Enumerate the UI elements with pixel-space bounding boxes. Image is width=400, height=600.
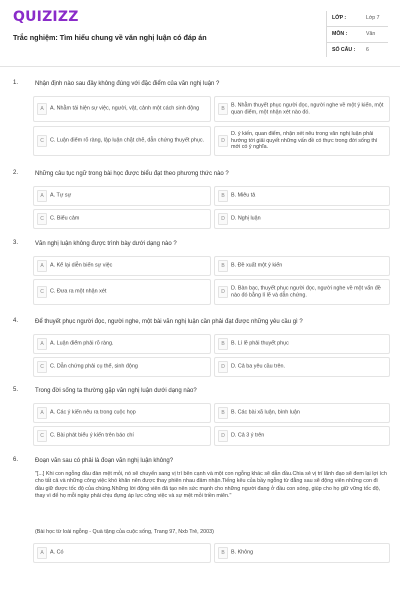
meta-key: LỚP : [332,15,347,21]
option-letter: A [37,338,47,350]
option-text: B. Nhằm thuyết phục người đọc, người nghe về một ý kiến, một quan điểm, một nhận xét nào đó. [231,102,384,115]
option-letter: D [218,430,228,442]
option-letter: C [37,213,47,225]
meta-key: SỐ CÂU : [332,47,356,53]
option-text: A. Tự sự [50,192,72,199]
question-text: Trong đời sống ta thường gặp văn nghị luận dưới dạng nào? [35,388,197,394]
option-letter: A [37,407,47,419]
option-letter: D [218,361,228,373]
question-text: Đoạn văn sau có phải là đoạn văn nghị luận không? [35,458,174,464]
option-letter: C [37,286,47,298]
meta-value: Văn [366,31,376,37]
question-text: Để thuyết phục người đọc, người nghe, một bài văn nghị luận cần phải đạt được những yêu cầu gì ? [35,319,303,325]
option-letter: B [218,190,228,202]
option-text: B. Lí lẽ phải thuyết phục [231,340,289,347]
option-letter: B [218,260,228,272]
option-text: D. Nghị luận [231,215,261,222]
option-text: D. Cả ba yêu cầu trên. [231,363,285,370]
option-b[interactable] [214,96,390,122]
option-a[interactable] [33,334,211,354]
question-text: Nhận định nào sau đây không đúng với đặc điểm của văn nghị luận ? [35,81,220,87]
option-d[interactable] [214,357,390,377]
question-text: Những câu tục ngữ trong bài học được biểu đạt theo phương thức nào ? [35,171,229,177]
option-letter: C [37,135,47,147]
meta-value: 6 [366,47,369,53]
question-passage: "[...] Khi con ngỗng đầu đàn mệt mỏi, nó sẽ chuyển sang vị trí bên cạnh và một con ngỗng khác sẽ dẫn đầu.Chia sẻ vị trí lãnh đạo sẽ đem lại lợi ích cho tất cả và những công việc khó khăn nên được thay phiên nhau đảm nhận.Tiếng kêu của bầy ngỗng từ đằng sau sẽ động viên những con đi đầu giữ được tốc độ của chúng.Những lời động viên đã tạo nên sức mạnh cho những người đang ở đầu con sóng, giúp cho họ giữ vững tốc độ, thay vì để họ mỗi ngày phải chịu đựng áp lực công việc và sự mệt mỏi triền miên." [35,471,387,500]
option-letter: B [218,547,228,559]
meta-value: Lớp 7 [366,15,380,21]
option-text: B. Các bài xã luận, bình luận [231,409,300,416]
option-text: C. Bài phát biểu ý kiến trên báo chí [50,432,134,439]
passage-source: (Bài học từ loài ngỗng - Quà tặng của cuộc sống, Trang 97, Nxb Trẻ, 2003) [35,529,214,535]
option-d[interactable] [214,126,390,156]
meta-row-subject [326,27,388,43]
option-letter: B [218,407,228,419]
option-text: B. Không [231,549,254,556]
option-b[interactable] [214,334,390,354]
worksheet-header [0,0,400,66]
option-text: A. Kể lại diễn biến sự việc [50,262,113,269]
option-letter: C [37,361,47,373]
question-number: 3. [13,240,19,246]
option-text: C. Biểu cảm [50,215,80,222]
option-a[interactable] [33,186,211,206]
option-text: A. Nhằm tái hiện sự việc, người, vật, cảnh một cách sinh động [50,105,200,112]
quizizz-logo: QUIZIZZ [13,9,79,25]
option-b[interactable] [214,256,390,276]
option-b[interactable] [214,543,390,563]
option-letter: D [218,286,228,298]
option-d[interactable] [214,426,390,446]
option-letter: D [218,135,228,147]
option-a[interactable] [33,256,211,276]
option-d[interactable] [214,279,390,305]
question-number: 4. [13,318,19,324]
option-a[interactable] [33,96,211,122]
option-text: A. Luận điểm phải rõ ràng. [50,340,114,347]
option-text: D. Cả 3 ý trên [231,432,265,439]
option-c[interactable] [33,357,211,377]
meta-panel [326,11,388,58]
meta-key: MÔN : [332,31,348,37]
option-text: D. ý kiến, quan điểm, nhận xét nêu trong văn nghị luận phải hướng tới giải quyết những vấn đề có thực trong đời sống thì mới có ý nghĩa. [231,131,378,151]
option-c[interactable] [33,279,211,305]
option-text: A. Có [50,549,64,556]
option-letter: A [37,103,47,115]
meta-row-grade [326,11,388,27]
question-number: 5. [13,387,19,393]
option-text: C. Dẫn chứng phải cụ thể, sinh động [50,363,138,370]
option-a[interactable] [33,403,211,423]
option-c[interactable] [33,426,211,446]
option-letter: D [218,213,228,225]
option-b[interactable] [214,403,390,423]
option-letter: C [37,430,47,442]
option-letter: B [218,338,228,350]
option-d[interactable] [214,209,390,229]
option-letter: A [37,190,47,202]
option-letter: A [37,547,47,559]
option-text: C. Luận điểm rõ ràng, lập luận chặt chẽ, dẫn chứng thuyết phục. [50,137,205,144]
meta-row-count [326,43,388,58]
option-letter: A [37,260,47,272]
option-text: B. Đề xuất một ý kiến [231,262,283,269]
option-b[interactable] [214,186,390,206]
option-text: C. Đưa ra một nhận xét [50,288,107,295]
option-text: A. Các ý kiến nêu ra trong cuộc họp [50,409,136,416]
question-text: Văn nghị luận không được trình bày dưới dạng nào ? [35,241,177,247]
header-divider [0,66,400,67]
option-letter: B [218,103,228,115]
option-c[interactable] [33,126,211,156]
option-c[interactable] [33,209,211,229]
quiz-title: Trắc nghiệm: Tìm hiểu chung về văn nghị luận có đáp án [13,33,207,42]
question-number: 6. [13,457,19,463]
option-text: B. Miêu tả [231,192,256,199]
question-number: 2. [13,170,19,176]
option-a[interactable] [33,543,211,563]
option-text: D. Bàn bạc, thuyết phục người đọc, người nghe về một vấn đề nào đó bằng lí lẽ và dẫn chứng. [231,285,381,298]
question-number: 1. [13,80,19,86]
